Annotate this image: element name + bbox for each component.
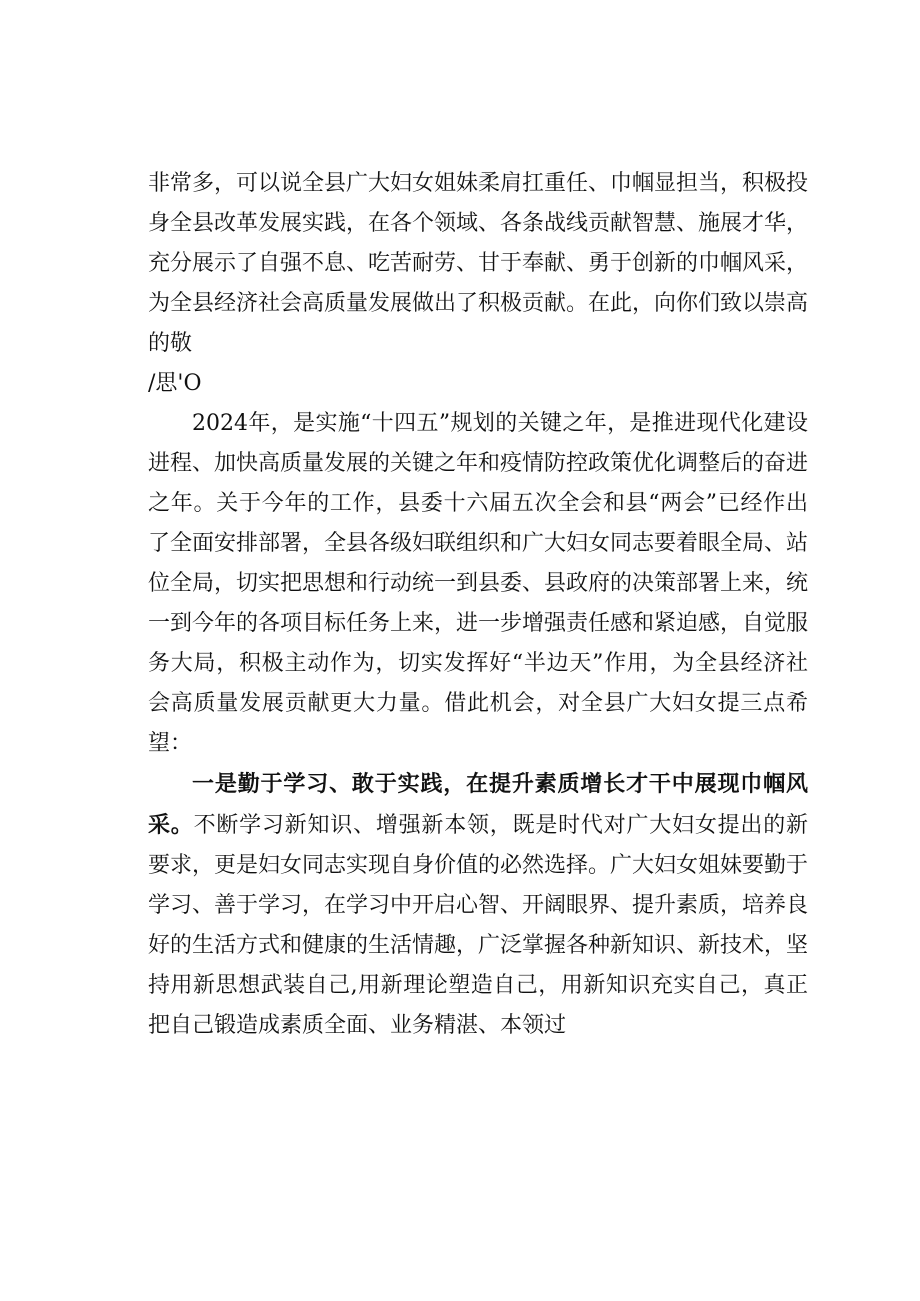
document-body <box>148 164 808 1046</box>
paragraph-fragment <box>148 364 808 404</box>
paragraph-text: /思'O <box>148 371 202 396</box>
paragraph-point-one <box>148 764 808 1046</box>
paragraph-continuation <box>148 164 808 364</box>
paragraph-heading: 一是勤于学习、敢于实践，在提升素质增长才干中展现巾帼风采。 <box>148 771 808 838</box>
paragraph-text: 非常多，可以说全县广大妇女姐妹柔肩扛重任、巾帼显担当，积极投身全县改革发展实践，在各个领域、各条战线贡献智慧、施展才华，充分展示了自强不息、吃苦耐劳、甘于奉献、勇于创新的巾帼风采，为全县经济社会高质量发展做出了积极贡献。在此，向你们致以崇高的敬 <box>148 171 809 356</box>
paragraph-text: 不断学习新知识、增强新本领，既是时代对广大妇女提出的新要求，更是妇女同志实现自身价值的必然选择。广大妇女姐妹要勤于学习、善于学习，在学习中开启心智、开阔眼界、提升素质，培养良好的生活方式和健康的生活情趣，广泛掌握各种新知识、新技术，坚持用新思想武装自己,用新理论塑造自己，用新知识充实自己，真正把自己锻造成素质全面、业务精湛、本领过 <box>148 813 809 1038</box>
paragraph-text: 2024年，是实施“十四五”规划的关键之年，是推进现代化建设进程、加快高质量发展的关键之年和疫情防控政策优化调整后的奋进之年。关于今年的工作，县委十六届五次全会和县“两会”已经作出了全面安排部署，全县各级妇联组织和广大妇女同志要着眼全局、站位全局，切实把思想和行动统一到县委、县政府的决策部署上来，统一到今年的各项目标任务上来，进一步增强责任感和紧迫感，自觉服务大局，积极主动作为，切实发挥好“半边天”作用，为全县经济社会高质量发展贡献更大力量。借此机会，对全县广大妇女提三点希望： <box>148 411 809 756</box>
paragraph-year-work <box>148 404 808 764</box>
